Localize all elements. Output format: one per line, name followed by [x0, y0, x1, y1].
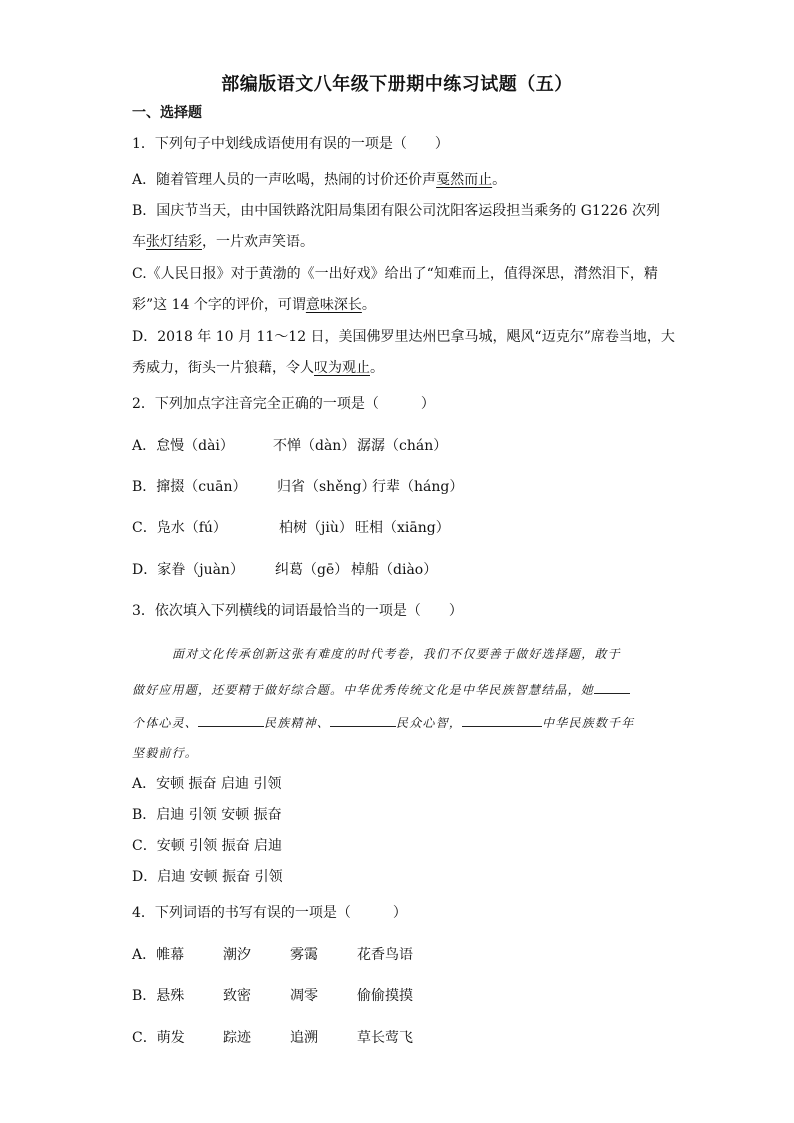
q3-p3b: 民族精神、	[264, 716, 331, 730]
q4-c-2: 踪迹	[223, 1030, 251, 1046]
q1-a-underlined: 戛然而止	[436, 172, 493, 188]
q1-d-underlined: 叹为观止	[314, 360, 370, 376]
q4-option-c	[132, 1028, 413, 1048]
q2-option-c	[132, 518, 450, 538]
page-title: 部编版语文八年级下册期中练习试题（五）	[221, 74, 573, 95]
q2-c-3: 旺相（xiāng）	[355, 520, 450, 536]
q4-b-2: 致密	[223, 988, 251, 1004]
q3-option-a: A．安顿 振奋 启迪 引领	[132, 776, 282, 792]
blank-2	[198, 712, 264, 727]
q2-b-3: 行辈（háng）	[372, 479, 464, 495]
q3-option-c: C．安顿 引领 振奋 启迪	[132, 838, 283, 854]
q2-c-1: C．凫水（fú）	[132, 520, 227, 536]
q1-option-d-line1: D．2018 年 10 月 11～12 日，美国佛罗里达州巴拿马城，飓风“迈克尔”席卷当地，大	[132, 329, 675, 345]
q1-a-text: A．随着管理人员的一声吆喝，热闹的讨价还价声	[132, 172, 437, 188]
q1-b-text: 车	[132, 234, 146, 250]
q1-option-c-line1: C.《人民日报》对于黄渤的《一出好戏》给出了“知难而上，值得深思，潸然泪下，精	[132, 266, 658, 282]
q4-a-4: 花香鸟语	[357, 947, 413, 963]
q1-option-d-line2	[132, 358, 384, 378]
q3-stem: 3．依次填入下列横线的词语最恰当的一项是（ ）	[132, 603, 463, 619]
q2-a-1: A．怠慢（dài）	[132, 438, 234, 454]
q2-a-3: 潺潺（chán）	[357, 438, 448, 454]
q3-p3a: 个体心灵、	[132, 716, 199, 730]
q4-a-2: 潮汐	[223, 947, 251, 963]
q3-passage-line2	[132, 679, 630, 700]
q4-b-4: 偷偷摸摸	[357, 988, 413, 1004]
q1-option-c-line2	[132, 295, 376, 315]
q4-stem: 4．下列词语的书写有误的一项是（ ）	[132, 905, 407, 921]
q2-b-2: 归省（shěng）	[277, 479, 376, 495]
q1-c-end: 。	[361, 297, 376, 313]
q3-passage-line4: 坚毅前行。	[132, 746, 199, 760]
q4-c-1: C．萌发	[132, 1030, 185, 1046]
q2-option-b	[132, 477, 463, 497]
blank-4	[462, 712, 542, 727]
q3-option-b: B．启迪 引领 安顿 振奋	[132, 807, 282, 823]
q3-p3d: 中华民族数千年	[542, 716, 635, 730]
q2-c-2: 柏树（jiù）	[279, 520, 353, 536]
q4-c-4: 草长莺飞	[357, 1030, 413, 1046]
q2-d-1: D．家眷（juàn）	[132, 562, 244, 578]
blank-3	[330, 712, 396, 727]
blank-1	[594, 679, 630, 694]
q1-d-end: 。	[370, 360, 384, 376]
q2-option-a	[132, 436, 447, 456]
q1-option-a	[132, 170, 506, 190]
q1-c-text: 彩”这 14 个字的评价，可谓	[132, 297, 306, 313]
q3-passage-line1: 面对文化传承创新这张有难度的时代考卷，我们不仅要善于做好选择题，敢于	[172, 647, 621, 661]
q3-p3c: 民众心智，	[396, 716, 463, 730]
q2-d-2: 纠葛（gē）	[275, 562, 349, 578]
q1-c-underlined: 意味深长	[305, 297, 362, 313]
q1-option-b-line2	[132, 232, 314, 252]
q1-b-end: ，一片欢声笑语。	[202, 234, 314, 250]
q2-d-3: 棹船（diào）	[351, 562, 438, 578]
q4-option-b	[132, 986, 413, 1006]
q4-option-a	[132, 945, 413, 965]
q2-option-d	[132, 560, 437, 580]
q4-a-1: A．帷幕	[132, 947, 185, 963]
q1-b-underlined: 张灯结彩	[146, 234, 202, 250]
q4-c-3: 追溯	[290, 1030, 318, 1046]
q4-b-1: B．悬殊	[132, 988, 185, 1004]
q1-a-end: 。	[492, 172, 507, 188]
q2-stem: 2．下列加点字注音完全正确的一项是（ ）	[132, 396, 435, 412]
q1-d-text: 秀威力，街头一片狼藉，令人	[132, 360, 314, 376]
q1-option-b-line1: B．国庆节当天，由中国铁路沈阳局集团有限公司沈阳客运段担当乘务的 G1226 次列	[132, 203, 660, 219]
q4-a-3: 雾霭	[290, 947, 318, 963]
q4-b-3: 凋零	[290, 988, 318, 1004]
q1-stem: 1．下列句子中划线成语使用有误的一项是（ ）	[132, 136, 449, 152]
q2-a-2: 不惮（dàn）	[273, 438, 356, 454]
q3-passage-line3	[132, 712, 634, 733]
q2-b-1: B．撺掇（cuān）	[132, 479, 247, 495]
q3-option-d: D．启迪 安顿 振奋 引领	[132, 869, 283, 885]
section-heading: 一、选择题	[132, 105, 202, 121]
q3-passage-line2-text: 做好应用题，还要精于做好综合题。中华优秀传统文化是中华民族智慧结晶，她	[132, 683, 595, 697]
